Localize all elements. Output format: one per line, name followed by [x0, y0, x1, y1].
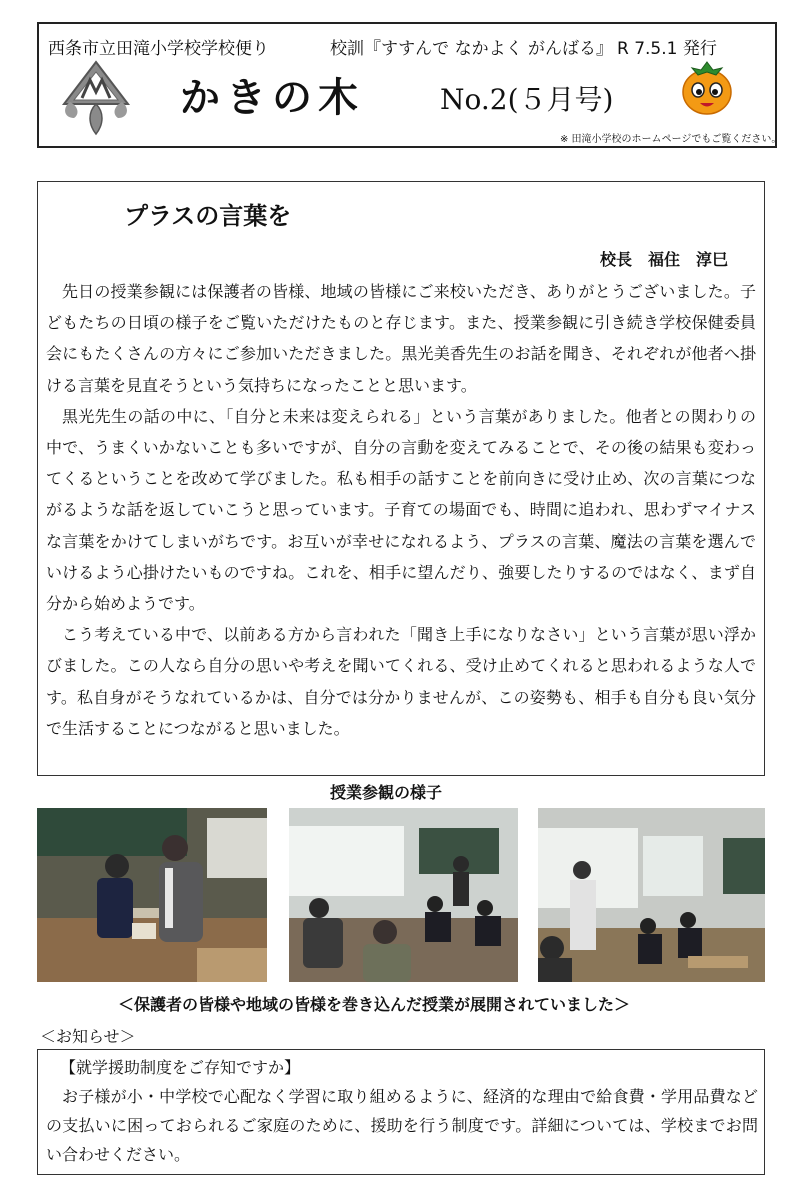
issue-date: R 7.5.1 発行	[617, 39, 717, 59]
notice-title: 【就学援助制度をご存知ですか】	[60, 1058, 301, 1077]
classroom-photo-1	[37, 808, 267, 982]
classroom-photo-3	[538, 808, 765, 982]
school-emblem-icon	[60, 58, 132, 138]
persimmon-mascot-icon	[680, 56, 734, 116]
issue-number: No.2(５月号)	[440, 83, 614, 116]
homepage-note: ※ 田滝小学校のホームページでもご覧ください。	[560, 134, 782, 145]
classroom-photo-2	[289, 808, 518, 982]
article-paragraph: こう考えている中で、以前ある方から言われた「聞き上手になりなさい」という言葉が思い浮かびました。この人なら自分の思いや考えを聞いてくれる、受け止めてくれると思われるような人です。私自身がそうなれているかは、自分では分かりませんが、この姿勢も、相手も自分も良い気分で生活することにつながると思いました。	[46, 625, 756, 738]
article-title: プラスの言葉を	[124, 202, 292, 230]
article-paragraph: 黒光先生の話の中に、「自分と未来は変えられる」という言葉がありました。他者との関わりの中で、うまくいかないことも多いですが、自分の言動を変えてみることで、その後の結果も変わってくるということを改めて学びました。私も相手の話すことを前向きに受け止め、次の言葉につながるような話を返していこうと思っています。子育ての場面でも、時間に追われ、思わずマイナスな言葉をかけてしまいがちです。お互いが幸せになれるよう、プラスの言葉、魔法の言葉を選んでいけるよう心掛けたいものですね。これを、相手に望んだり、強要したりするのではなく、まず自分から始めようです。	[46, 406, 756, 614]
article-author: 校長 福住 淳巳	[600, 250, 729, 269]
article-body	[46, 276, 756, 744]
newsletter-name: 西条市立田滝小学校学校便り	[48, 39, 269, 59]
photo-section-title: 授業参観の様子	[330, 783, 443, 802]
article-paragraph: 先日の授業参観には保護者の皆様、地域の皆様にご来校いただき、ありがとうございました。子どもたちの日頃の様子をご覧いただけたものと存じます。また、授業参観に引き続き学校保健委員会にもたくさんの方々にご参加いただきました。黒光美香先生のお話を聞き、それぞれが他者へ掛ける言葉を見直そうという気持ちになったことと思います。	[46, 282, 756, 395]
notice-body: お子様が小・中学校で心配なく学習に取り組めるように、経済的な理由で給食費・学用品費などの支払いに困っておられるご家庭のために、援助を行う制度です。詳細については、学校までお問い合わせください。	[46, 1087, 758, 1164]
newsletter-title: かきの木	[180, 74, 364, 121]
school-motto: 校訓『すすんで なかよく がんばる』	[330, 39, 613, 59]
notice-heading: ＜お知らせ＞	[40, 1027, 136, 1046]
photos-caption: ＜保護者の皆様や地域の皆様を巻き込んだ授業が展開されていました＞	[118, 995, 631, 1014]
